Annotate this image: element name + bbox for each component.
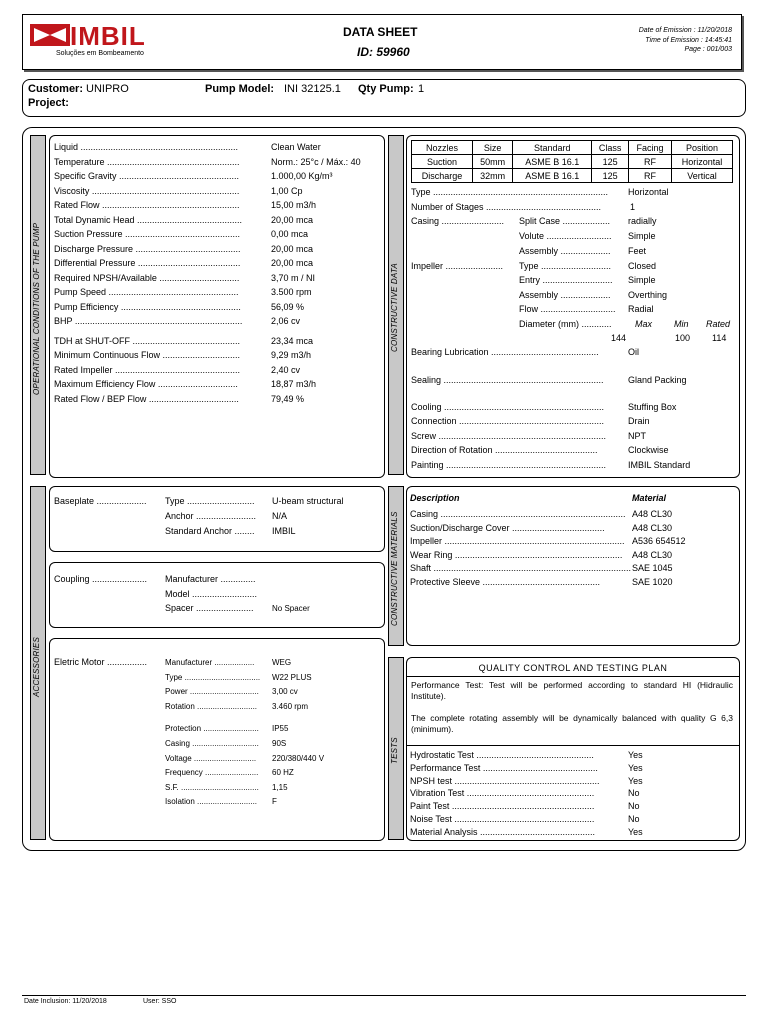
stages-label: Number of Stages .............................................. (411, 202, 602, 212)
nozzles-table (411, 140, 733, 183)
list-item-value: Yes (628, 762, 643, 773)
project-label: Project: (28, 97, 69, 109)
list-item-value: Norm.: 25°c / Máx.: 40 (271, 156, 361, 167)
list-item-value: 2,06 cv (271, 316, 301, 326)
casing-assembly-label: Assembly .................... (519, 246, 611, 256)
screw-label: Screw ................................................................... (411, 431, 607, 441)
sealing-label: Sealing ................................................................ (411, 375, 604, 385)
list-item-label: Frequency ........................ (165, 768, 259, 778)
diam-rated-value: 114 (712, 333, 727, 343)
list-item-label: Temperature ..................................................... (54, 156, 240, 167)
list-item-label: Voltage ............................ (165, 753, 257, 763)
logo (30, 21, 180, 60)
imbil-logo-icon (30, 24, 70, 46)
list-item-value: 18,87 m3/h (271, 379, 317, 389)
list-item-value: Clean Water (271, 142, 321, 152)
casing-volute-value: Simple (628, 231, 656, 241)
stages-value: 1 (630, 202, 636, 212)
diam-min-value: 100 (675, 333, 691, 343)
painting-label: Painting ................................................................ (411, 460, 607, 470)
list-item-value: SAE 1020 (632, 576, 673, 587)
imp-entry-label: Entry ............................ (519, 275, 613, 285)
imp-entry-value: Simple (628, 275, 656, 285)
list-item-value: IP55 (272, 724, 289, 734)
coupling-spacer-label: Spacer ....................... (165, 603, 254, 613)
nozzles-header: Class (592, 141, 629, 155)
list-item-label: Performance Test .............................................. (410, 762, 598, 773)
materials-material-header: Material (632, 493, 667, 503)
list-item-label: Pump Efficiency ................................................ (54, 301, 241, 312)
table-cell: Suction (412, 155, 473, 169)
materials-description-header: Description (410, 493, 460, 503)
pump-model-label: Pump Model: (205, 83, 275, 95)
table-cell: Vertical (671, 169, 732, 183)
diam-min-header: Min (674, 319, 689, 329)
constructive-data-section-label: CONSTRUCTIVE DATA (390, 263, 399, 352)
bearing-label: Bearing Lubrication ........................................... (411, 347, 599, 357)
list-item-label: Manufacturer .................. (165, 658, 255, 667)
imp-assembly-value: Overthing (628, 290, 668, 300)
footer-date: Date Inclusion: 11/20/2018 (24, 998, 107, 1005)
bearing-value: Oil (628, 347, 639, 357)
table-cell: Discharge (412, 169, 473, 183)
casing-split-label: Split Case ................... (519, 216, 611, 226)
list-item-value: 1,00 Cp (271, 185, 303, 196)
nozzles-header: Facing (629, 141, 672, 155)
list-item-value: 0,00 mca (271, 229, 309, 239)
nozzles-header: Standard (513, 141, 592, 155)
list-item-value: A48 CL30 (632, 509, 673, 519)
list-item-label: Total Dynamic Head .......................................... (54, 214, 243, 225)
list-item-label: S.F. ................................... (165, 782, 259, 792)
list-item-value: 20,00 mca (271, 214, 314, 225)
diam-max-header: Max (635, 319, 653, 329)
list-item-value: 23,34 mca (271, 335, 314, 346)
nozzles-header: Position (671, 141, 732, 155)
coupling-manufacturer-label: Manufacturer .............. (165, 574, 256, 584)
footer-user: User: SSO (143, 998, 177, 1005)
customer-value: UNIPRO (86, 83, 129, 95)
rotation-value: Clockwise (628, 445, 669, 455)
nozzles-header: Nozzles (412, 141, 473, 155)
table-row (412, 169, 733, 183)
type-value: Horizontal (628, 187, 669, 197)
casing-label: Casing ......................... (411, 216, 505, 226)
tests-title: QUALITY CONTROL AND TESTING PLAN (478, 663, 668, 673)
table-cell: 125 (592, 155, 629, 169)
qty-label: Qty Pump: (358, 83, 414, 95)
list-item-value: 60 HZ (272, 768, 294, 778)
list-item-label: Rated Flow / BEP Flow .................................... (54, 393, 239, 404)
imp-flow-label: Flow .............................. (519, 304, 616, 314)
constructive-materials-section-label: CONSTRUCTIVE MATERIALS (390, 511, 399, 626)
operational-section-label: OPERATIONAL CONDITIONS OF THE PUMP (32, 222, 41, 395)
list-item-value: A536 654512 (632, 536, 686, 546)
connection-value: Drain (628, 416, 650, 426)
list-item-value: A48 CL30 (632, 522, 673, 533)
table-cell: ASME B 16.1 (513, 169, 592, 183)
list-item-label: Rotation ........................... (165, 701, 258, 711)
list-item-value: F (272, 797, 277, 807)
table-cell: 125 (592, 169, 629, 183)
list-item-label: Power ............................... (165, 687, 259, 697)
diam-rated-header: Rated (706, 319, 731, 329)
list-item-value: WEG (272, 658, 292, 667)
baseplate-type-value: U-beam structural (272, 496, 344, 506)
list-item-value: SAE 1045 (632, 563, 673, 573)
customer-label: Customer: (28, 83, 84, 95)
list-item-label: Viscosity ........................................................... (54, 185, 240, 196)
page-title: DATA SHEET (343, 25, 418, 39)
connection-label: Connection .......................................................... (411, 416, 605, 426)
accessories-section-label: ACCESSORIES (32, 637, 41, 697)
list-item-label: Suction Pressure .............................................. (54, 229, 241, 239)
casing-split-value: radially (628, 216, 657, 226)
list-item-label: Rated Impeller .................................................. (54, 364, 241, 375)
painting-value: IMBIL Standard (628, 460, 691, 470)
list-item-label: Isolation ........................... (165, 797, 258, 807)
table-cell: RF (629, 155, 672, 169)
imp-type-value: Closed (628, 261, 657, 271)
list-item-value: No (628, 801, 640, 812)
list-item-label: Liquid ............................................................... (54, 142, 239, 152)
list-item-label: Shaft ............................................................................... (410, 563, 632, 573)
nozzles-header: Size (472, 141, 512, 155)
sheet-id: ID: 59960 (357, 45, 410, 59)
list-item-value: 9,29 m3/h (271, 350, 312, 360)
casing-volute-label: Volute .......................... (519, 231, 612, 241)
table-cell: 32mm (472, 169, 512, 183)
list-item-label: Paint Test ......................................................... (410, 801, 595, 812)
list-item-value: Yes (628, 750, 643, 760)
coupling-label: Coupling ...................... (54, 574, 148, 584)
sealing-value: Gland Packing (628, 375, 687, 385)
list-item-value: No (628, 788, 640, 799)
list-item-value: 1,15 (272, 782, 288, 792)
nozzles-header-row (412, 141, 733, 155)
baseplate-anchor-label: Anchor ........................ (165, 511, 257, 521)
list-item-value: 3,00 cv (272, 687, 298, 697)
tests-section-label: TESTS (390, 737, 399, 764)
table-cell: RF (629, 169, 672, 183)
table-row (412, 155, 733, 169)
list-item-label: Protective Sleeve ............................................... (410, 576, 601, 587)
rotation-label: Direction of Rotation ......................................... (411, 445, 598, 455)
baseplate-label: Baseplate .................... (54, 496, 147, 506)
pump-model-value: INI 32125.1 (284, 83, 341, 95)
list-item-value: 20,00 mca (271, 243, 314, 254)
list-item-label: Maximum Efficiency Flow ................................ (54, 379, 238, 389)
imp-assembly-label: Assembly .................... (519, 290, 611, 300)
list-item-value: 3.500 rpm (271, 287, 312, 297)
list-item-label: Minimum Continuous Flow ............................... (54, 350, 241, 360)
emission-date: Date of Emission : 11/20/2018 (638, 27, 732, 34)
list-item-label: Pump Speed .................................................... (54, 287, 239, 297)
list-item-value: Yes (628, 826, 643, 837)
motor-label: Eletric Motor ................ (54, 657, 148, 667)
list-item-value: 220/380/440 V (272, 753, 325, 763)
list-item-label: Rated Flow ....................................................... (54, 200, 240, 210)
cooling-value: Stuffing Box (628, 402, 677, 412)
list-item-label: Specific Gravity ................................................ (54, 171, 240, 181)
list-item-label: Type .................................. (165, 672, 261, 682)
logo-text: IMBIL (70, 21, 146, 51)
type-label: Type ...................................................................... (411, 187, 609, 197)
list-item-value: 56,09 % (271, 301, 305, 312)
list-item-value: No (628, 814, 640, 824)
list-item-label: Impeller ........................................................................ (410, 536, 625, 546)
logo-tagline: Soluções em Bombeamento (56, 50, 144, 57)
list-item-label: Hydrostatic Test ............................................... (410, 750, 594, 760)
list-item-label: Differential Pressure ......................................... (54, 258, 241, 268)
list-item-label: BHP ................................................................... (54, 316, 243, 326)
emission-time: Time of Emission : 14:45:41 (645, 37, 732, 44)
qty-value: 1 (418, 83, 425, 95)
list-item-value: 3,70 m / NI (271, 272, 316, 283)
impeller-label: Impeller ....................... (411, 261, 504, 271)
list-item-label: Noise Test ........................................................ (410, 814, 595, 824)
tests-title-divider (406, 676, 740, 677)
list-item-label: Vibration Test ................................................... (410, 788, 595, 799)
list-item-value: 90S (272, 739, 287, 748)
list-item-value: 15,00 m3/h (271, 200, 317, 210)
tests-text-1: Performance Test: Test will be performed according to standard HI (Hidraulic Institute). (411, 680, 733, 701)
list-item-value: 79,49 % (271, 393, 305, 404)
imp-flow-value: Radial (628, 304, 654, 314)
list-item-label: Protection ......................... (165, 724, 259, 734)
list-item-label: Casing .............................. (165, 739, 259, 748)
table-cell: ASME B 16.1 (513, 155, 592, 169)
baseplate-anchor-value: N/A (272, 511, 288, 521)
table-cell: Horizontal (671, 155, 732, 169)
list-item-value: 20,00 mca (271, 258, 314, 268)
baseplate-std-anchor-value: IMBIL (272, 526, 296, 536)
baseplate-std-anchor-label: Standard Anchor ........ (165, 526, 255, 536)
casing-assembly-value: Feet (628, 246, 647, 256)
list-item-label: Required NPSH/Available ................................ (54, 272, 240, 283)
coupling-model-label: Model .......................... (165, 589, 258, 599)
list-item-value: A48 CL30 (632, 549, 673, 560)
footer-line (22, 995, 746, 996)
screw-value: NPT (628, 431, 646, 441)
cooling-label: Cooling ................................................................ (411, 402, 605, 412)
list-item-value: 2,40 cv (271, 364, 301, 375)
imp-diameter-label: Diameter (mm) ............ (519, 319, 612, 329)
list-item-label: Material Analysis .............................................. (410, 826, 596, 837)
list-item-label: TDH at SHUT-OFF ........................................... (54, 335, 241, 346)
list-item-value: Yes (628, 775, 643, 786)
list-item-label: Discharge Pressure .......................................... (54, 243, 241, 254)
baseplate-type-label: Type ........................... (165, 496, 255, 506)
list-item-label: NPSH test .......................................................... (410, 775, 600, 786)
list-item-value: 3.460 rpm (272, 701, 309, 711)
table-cell: 50mm (472, 155, 512, 169)
diam-max-value: 144 (611, 333, 627, 343)
coupling-spacer-value: No Spacer (272, 604, 310, 613)
list-item-label: Suction/Discharge Cover ..................................... (410, 522, 605, 533)
page-number: Page : 001/003 (684, 46, 732, 53)
tests-divider (406, 745, 740, 746)
list-item-value: 1.000,00 Kg/m³ (271, 171, 333, 181)
list-item-label: Casing .......................................................................... (410, 509, 626, 519)
imp-type-label: Type ............................ (519, 261, 612, 271)
list-item-value: W22 PLUS (272, 672, 312, 682)
tests-text-2: The complete rotating assembly will be dynamically balanced with quality G 6,3 (minimum). (411, 713, 733, 734)
list-item-label: Wear Ring ................................................................... (410, 549, 623, 560)
